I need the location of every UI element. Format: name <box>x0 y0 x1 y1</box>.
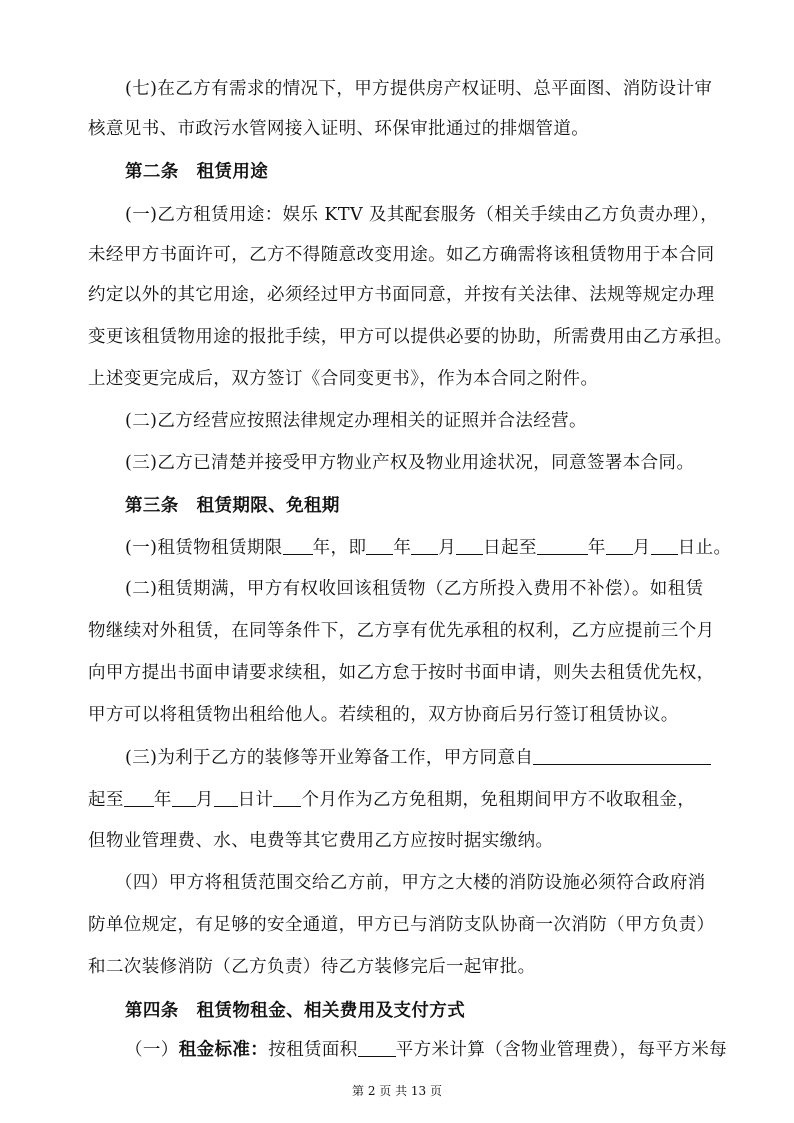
art3-p3-text-d: 日计 <box>237 790 274 810</box>
art4-p1-text-c: 按租赁面积 <box>268 1040 358 1060</box>
blank-line <box>358 1038 396 1057</box>
art3-p3-line-3: 但物业管理费、水、电费等其它费用乙方应按时据实缴纳。 <box>88 831 554 851</box>
blank-line <box>283 536 313 555</box>
clause-7-line-1: (七)在乙方有需求的情况下，甲方提供房产权证明、总平面图、消防设计审 <box>125 79 713 99</box>
art4-p1-text-a: （一） <box>125 1040 179 1060</box>
blank-line <box>651 536 678 555</box>
article-3-heading: 第三条 租赁期限、免租期 <box>125 496 340 516</box>
art3-p3-text-b: 年 <box>153 790 172 810</box>
art2-p1-line-5: 上述变更完成后，双方签订《合同变更书》，作为本合同之附件。 <box>88 369 599 389</box>
art3-p4-line-1: （四）甲方将租赁范围交给乙方前，甲方之大楼的消防设施必须符合政府消 <box>115 873 706 893</box>
art3-p3-line-2 <box>88 788 695 812</box>
article-4-heading: 第四条 租赁物租金、相关费用及支付方式 <box>125 1001 466 1021</box>
blank-line <box>411 536 438 555</box>
art3-p1-text-g: 月 <box>632 538 651 558</box>
blank-line <box>366 536 393 555</box>
art3-p1-text-b: 年，即 <box>312 538 367 558</box>
blank-line <box>606 536 633 555</box>
art3-p1-text-a: (一)租赁物租赁期限 <box>125 538 283 558</box>
blank-line <box>533 746 711 765</box>
art3-p3-text-e: 个月作为乙方免租期，免租期间甲方不收取租金， <box>301 790 696 810</box>
art3-p4-line-3: 和二次装修消防（乙方负责）待乙方装修完后一起审批。 <box>88 957 536 977</box>
art3-p2-line-2: 物继续对外租赁，在同等条件下，乙方享有优先承租的权利，乙方应提前三个月 <box>88 621 715 641</box>
art3-p1-line <box>125 536 731 560</box>
blank-line <box>124 788 154 807</box>
art3-p1-text-d: 月 <box>438 538 457 558</box>
art3-p1-text-h: 日止。 <box>677 538 732 558</box>
art3-p1-text-f: 年 <box>587 538 606 558</box>
art3-p4-line-2: 防单位规定，有足够的安全通道，甲方已与消防支队协商一次消防（甲方负责） <box>88 915 715 935</box>
art4-p1-line-1 <box>125 1038 727 1062</box>
blank-line <box>172 788 196 807</box>
art4-p1-text-d: 平方米计算（含物业管理费），每平方米每 <box>395 1040 728 1060</box>
blank-line <box>273 788 301 807</box>
art2-p1-line-4: 变更该租赁物用途的报批手续，甲方可以提供必要的协助，所需费用由乙方承担。 <box>88 327 733 347</box>
clause-7-line-2: 核意见书、市政污水管网接入证明、环保审批通过的排烟管道。 <box>88 119 590 139</box>
art3-p2-line-1: (二)租赁期满，甲方有权收回该租赁物（乙方所投入费用不补偿）。如租赁 <box>125 579 704 599</box>
art3-p3-text: (三)为利于乙方的装修等开业筹备工作，甲方同意自 <box>125 748 534 768</box>
page-number-footer: 第 2 页 共 13 页 <box>352 1084 442 1098</box>
blank-line <box>456 536 483 555</box>
art2-p3: (三)乙方已清楚并接受甲方物业产权及物业用途状况，同意签署本合同。 <box>125 453 695 473</box>
art3-p3-line-1 <box>125 746 711 770</box>
art2-p2: (二)乙方经营应按照法律规定办理相关的证照并合法经营。 <box>125 411 587 431</box>
rent-standard-label: 租金标准： <box>178 1040 269 1060</box>
art2-p1-line-1: (一)乙方租赁用途：娱乐 KTV 及其配套服务（相关手续由乙方负责办理）， <box>125 205 719 225</box>
art3-p1-text-e: 日起至 <box>483 538 537 558</box>
art3-p3-text-c: 月 <box>195 790 214 810</box>
blank-line <box>537 536 588 555</box>
art3-p3-text-a: 起至 <box>88 790 124 810</box>
art2-p1-line-3: 约定以外的其它用途，必须经过甲方书面同意，并按有关法律、法规等规定办理 <box>88 285 715 305</box>
art3-p2-line-4: 甲方可以将租赁物出租给他人。若续租的，双方协商后另行签订租赁协议。 <box>88 705 679 725</box>
blank-line <box>214 788 238 807</box>
art2-p1-line-2: 未经甲方书面许可，乙方不得随意改变用途。如乙方确需将该租赁物用于本合同 <box>88 245 715 265</box>
art3-p1-text-c: 年 <box>393 538 412 558</box>
article-2-heading: 第二条 租赁用途 <box>125 162 269 182</box>
art3-p2-line-3: 向甲方提出书面申请要求续租，如乙方怠于按时书面申请，则失去租赁优先权， <box>88 663 715 683</box>
